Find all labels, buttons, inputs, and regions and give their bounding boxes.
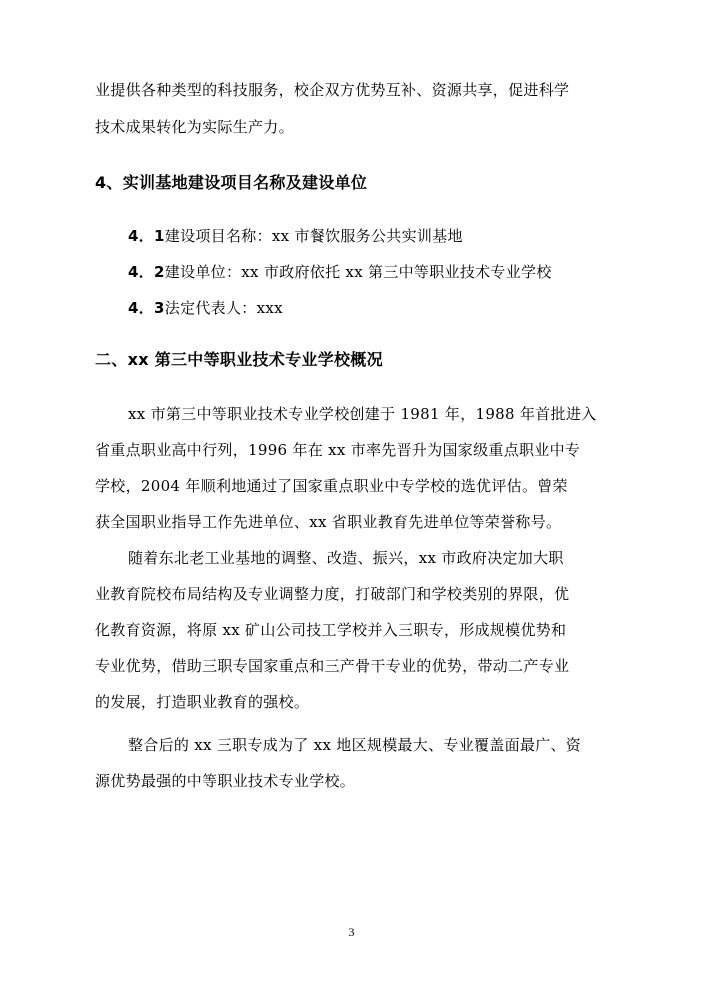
item-4-3 bbox=[128, 298, 283, 318]
item-4-2 bbox=[128, 262, 552, 282]
intro-line-1: 业提供各种类型的科技服务，校企双方优势互补、资源共享，促进科学 bbox=[95, 81, 570, 99]
section-4-heading: 4、实训基地建设项目名称及建设单位 bbox=[95, 173, 368, 192]
p3-line-2: 源优势最强的中等职业技术专业学校。 bbox=[95, 772, 356, 790]
p2-line-3: 化教育资源，将原 xx 矿山公司技工学校并入三职专，形成规模优势和 bbox=[95, 621, 567, 639]
item-4-1-text: 建设项目名称：xx 市餐饮服务公共实训基地 bbox=[164, 227, 463, 245]
item-4-1 bbox=[128, 226, 463, 246]
p2-line-1: 随着东北老工业基地的调整、改造、振兴，xx 市政府决定加大职 bbox=[128, 549, 564, 567]
p1-line-1: xx 市第三中等职业技术专业学校创建于 1981 年，1988 年首批进入 bbox=[128, 405, 597, 423]
item-4-3-number: 4．3 bbox=[128, 299, 165, 317]
item-4-2-number: 4．2 bbox=[128, 263, 165, 281]
p3-line-1: 整合后的 xx 三职专成为了 xx 地区规模最大、专业覆盖面最广、资 bbox=[128, 736, 582, 754]
intro-line-2: 技术成果转化为实际生产力。 bbox=[95, 118, 294, 136]
p1-line-3: 学校，2004 年顺利地通过了国家重点职业中专学校的选优评估。曾荣 bbox=[95, 477, 568, 495]
p2-line-5: 的发展，打造职业教育的强校。 bbox=[95, 693, 310, 711]
item-4-1-number: 4．1 bbox=[128, 227, 165, 245]
p1-line-2: 省重点职业高中行列，1996 年在 xx 市率先晋升为国家级重点职业中专 bbox=[95, 441, 581, 459]
item-4-3-text: 法定代表人：xxx bbox=[164, 299, 283, 317]
p1-line-4: 获全国职业指导工作先进单位、xx 省职业教育先进单位等荣誉称号。 bbox=[95, 513, 562, 531]
p2-line-4: 专业优势，借助三职专国家重点和三产骨干专业的优势，带动二产专业 bbox=[95, 657, 570, 675]
page-number: 3 bbox=[348, 925, 355, 939]
p2-line-2: 业教育院校布局结构及专业调整力度，打破部门和学校类别的界限，优 bbox=[95, 585, 570, 603]
item-4-2-text: 建设单位：xx 市政府依托 xx 第三中等职业技术专业学校 bbox=[164, 263, 552, 281]
section-2-heading: 二、xx 第三中等职业技术专业学校概况 bbox=[95, 350, 383, 369]
